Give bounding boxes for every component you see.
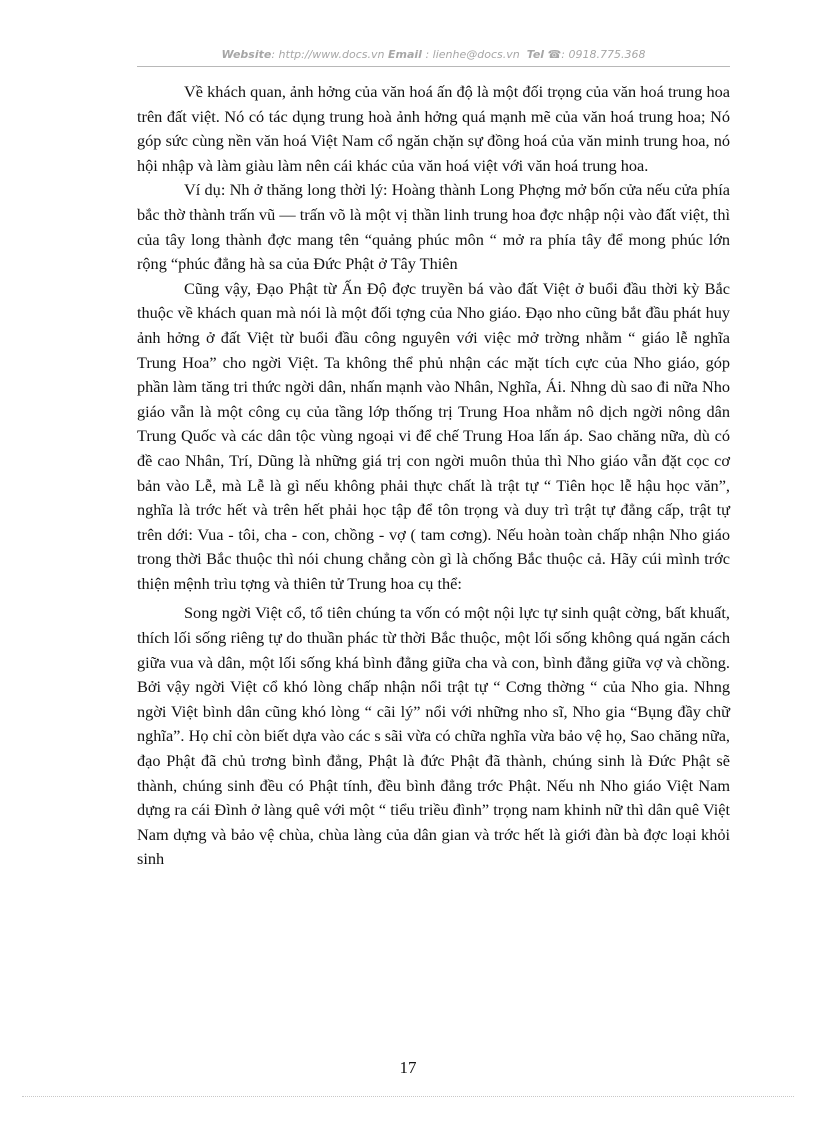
paragraph: Ví dụ: Nh ở thăng long thời lý: Hoàng thành Long Phợng mở bốn cửa nếu cửa phía bắc thờ thành trấn vũ — trấn võ là một vị thần linh trung hoa đợc nhập nội vào đất việt, thì của tây long thành đợc mang tên “quảng phúc môn “ mở ra phía tây để mong phúc lớn rộng “phúc đẳng hà sa của Đức Phật ở Tây Thiên xyxy=(137,180,730,274)
page-number: 17 xyxy=(399,1058,417,1077)
email-label: Email xyxy=(388,48,422,61)
page-header xyxy=(137,46,730,67)
document-body xyxy=(137,80,730,872)
paragraph: Về khách quan, ảnh hởng của văn hoá ấn độ là một đối trọng của văn hoá trung hoa trên đất việt. Nó có tác dụng trung hoà ảnh hởng quá mạnh mẽ của văn hoá trung hoa; Nó góp sức cùng nền văn hoá Việt Nam cổ ngăn chặn sự đồng hoá của văn minh trung hoa, nó hội nhập và làm giàu làm nên cái khác của văn hoá việt với văn hoá trung hoa. xyxy=(137,82,730,175)
footer-divider xyxy=(22,1096,794,1097)
website-value: : http://www.docs.vn xyxy=(271,48,385,61)
paragraph: Song ngời Việt cổ, tổ tiên chúng ta vốn có một nội lực tự sinh quật cờng, bất khuất, thích lối sống riêng tự do thuần phác từ thời Bắc thuộc, một lối sống không quá ngăn cách giữa vua và dân, một lối sống khá bình đẳng giữa cha và con, bình đẳng giữa vợ và chồng. Bởi vậy ngời Việt cổ khó lòng chấp nhận nổi trật tự “ Cơng thờng “ của Nho gia. Nhng ngời Việt bình dân cũng khó lòng “ cãi lý” nổi với những nho sĩ, Nho gia “Bụng đầy chữ nghĩa”. Họ chỉ còn biết dựa vào các s sãi vừa có chữa nghĩa vừa bảo vệ họ, Sao chăng nữa, đạo Phật đã chủ trơng bình đẳng, Phật là đức Phật đã thành, chúng sinh là Đức Phật sẽ thành, chúng sinh đều có Phật tính, đều bình đẳng trớc Phật. Nếu nh Nho giáo Việt Nam dựng ra cái Đình ở làng quê với một “ tiểu triều đình” trọng nam khinh nữ thì dân quê Việt Nam dựng và bảo vệ chùa, chùa làng của dân gian và trớc hết là giới đàn bà đợc loại khỏi sinh xyxy=(137,603,730,869)
tel-value: : 0918.775.368 xyxy=(561,48,646,61)
website-label: Website xyxy=(221,48,272,61)
phone-icon: ☎ xyxy=(547,48,562,61)
email-value: : lienhe@docs.vn xyxy=(425,48,520,61)
paragraph: Cũng vậy, Đạo Phật từ Ấn Độ đợc truyền bá vào đất Việt ở buổi đầu thời kỳ Bắc thuộc về khách quan mà nói là một đối tợng của Nho giáo. Đạo nho cũng bắt đầu phát huy ảnh hởng ở đất Việt từ buổi đầu công nguyên với việc mở trờng nhằm “ giáo lễ nghĩa Trung Hoa” cho ngời Việt. Ta không thể phủ nhận các mặt tích cực của Nho giáo, góp phần làm tăng tri thức ngời dân, nhấn mạnh vào Nhân, Nghĩa, Ái. Nhng dù sao đi nữa Nho giáo vẫn là một công cụ của tầng lớp thống trị Trung Hoa nhằm nô dịch ngời nông dân Trung Quốc và các dân tộc vùng ngoại vi để chế Trung Hoa lấn áp. Sao chăng nữa, dù có đề cao Nhân, Trí, Dũng là những giá trị con ngời muôn thủa thì Nho giáo vẫn đặt cọc cơ bản vào Lễ, mà Lễ là gì nếu không phải thực chất là trật tự “ Tiên học lễ hậu học văn”, nghĩa là trớc hết và trên hết phải học tập để tôn trọng và duy trì trật tự đẳng cấp, trật tự trên dới: Vua - tôi, cha - con, chồng - vợ ( tam cơng). Nếu hoàn toàn chấp nhận Nho giáo trong thời Bắc thuộc thì nói chung chẳng còn gì là chống Bắc thuộc cả. Hãy cúi mình trớc thiện mệnh trìu tợng và thiên tử Trung hoa cụ thể: xyxy=(137,278,730,593)
tel-label: Tel xyxy=(526,48,545,61)
